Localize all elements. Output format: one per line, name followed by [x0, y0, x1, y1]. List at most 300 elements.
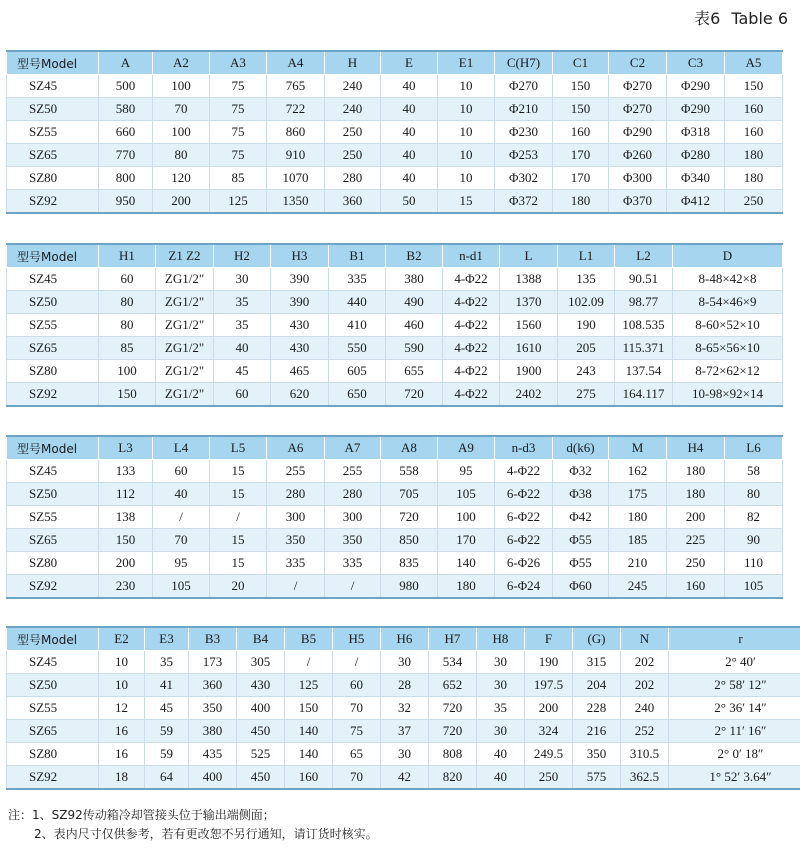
table-cell: 108.535	[615, 314, 673, 337]
table-cell: 160	[725, 98, 783, 121]
table-cell: 15	[210, 529, 267, 552]
table-row	[7, 766, 800, 790]
table-cell: /	[210, 506, 267, 529]
table-cell: 980	[381, 575, 438, 599]
table-cell: 380	[189, 720, 237, 743]
column-header: H4	[667, 436, 725, 460]
table-cell: 135	[558, 268, 615, 291]
dimension-table-2	[6, 243, 783, 407]
table-cell: ZG1/2"	[156, 383, 214, 407]
table-cell: 305	[237, 651, 285, 674]
table-cell: 655	[386, 360, 443, 383]
table-cell: 170	[553, 144, 609, 167]
table-cell: 910	[267, 144, 325, 167]
table-row	[7, 75, 783, 98]
column-header: L5	[210, 436, 267, 460]
table-cell: 164.117	[615, 383, 673, 407]
table-cell: 4-Φ22	[495, 460, 553, 483]
table-cell: 765	[267, 75, 325, 98]
table-cell: Φ55	[553, 552, 609, 575]
table-cell: ZG1/2"	[156, 291, 214, 314]
model-cell: SZ80	[7, 167, 99, 190]
table-cell: 95	[438, 460, 495, 483]
column-header: H8	[477, 627, 525, 651]
table-cell: 133	[99, 460, 153, 483]
model-cell: SZ55	[7, 121, 99, 144]
table-cell: 430	[271, 337, 329, 360]
table-cell: 808	[429, 743, 477, 766]
dimension-table-1	[6, 50, 783, 214]
table-cell: 550	[329, 337, 386, 360]
table-cell: 40	[381, 121, 438, 144]
table-cell: 300	[325, 506, 381, 529]
table-cell: 40	[153, 483, 210, 506]
column-header: B4	[237, 627, 285, 651]
column-header: L1	[558, 244, 615, 268]
column-header: H5	[333, 627, 381, 651]
model-cell: SZ45	[7, 75, 99, 98]
table-cell: 35	[214, 291, 271, 314]
model-cell: SZ80	[7, 360, 99, 383]
table-cell: Φ32	[553, 460, 609, 483]
table-cell: 40	[381, 98, 438, 121]
dimension-table-3	[6, 435, 783, 599]
table-cell: 60	[99, 268, 156, 291]
table-cell: 35	[145, 651, 189, 674]
column-header: Z1 Z2	[156, 244, 214, 268]
table-row	[7, 190, 783, 214]
table-cell: 190	[525, 651, 573, 674]
table-cell: 310.5	[621, 743, 669, 766]
table-cell: 6-Φ22	[495, 506, 553, 529]
table-cell: Φ290	[609, 121, 667, 144]
table-cell: 30	[477, 720, 525, 743]
table-cell: 30	[477, 674, 525, 697]
table-cell: 4-Φ22	[443, 337, 500, 360]
table-cell: 250	[725, 190, 783, 214]
table-cell: 40	[381, 75, 438, 98]
table-cell: 40	[477, 743, 525, 766]
table-cell: 243	[558, 360, 615, 383]
table-row	[7, 529, 783, 552]
table-cell: 200	[525, 697, 573, 720]
model-cell: SZ92	[7, 575, 99, 599]
model-cell: SZ55	[7, 314, 99, 337]
table-cell: 35	[214, 314, 271, 337]
table-cell: 40	[477, 766, 525, 790]
table-cell: 50	[381, 190, 438, 214]
table-cell: 410	[329, 314, 386, 337]
table-cell: 8-65×56×10	[673, 337, 783, 360]
table-cell: 80	[725, 483, 783, 506]
column-header: E1	[438, 51, 495, 75]
table-cell: 70	[153, 98, 210, 121]
model-cell: SZ50	[7, 98, 99, 121]
column-header: A7	[325, 436, 381, 460]
table-cell: /	[153, 506, 210, 529]
table-row	[7, 144, 783, 167]
table-row	[7, 720, 800, 743]
table-cell: 162	[609, 460, 667, 483]
table-cell: /	[267, 575, 325, 599]
table-row	[7, 167, 783, 190]
table-cell: 160	[285, 766, 333, 790]
table-cell: 200	[667, 506, 725, 529]
table-cell: 100	[438, 506, 495, 529]
table-cell: 360	[189, 674, 237, 697]
table-cell: 90.51	[615, 268, 673, 291]
column-header: C2	[609, 51, 667, 75]
column-header: A9	[438, 436, 495, 460]
table-cell: 1070	[267, 167, 325, 190]
table-cell: 450	[237, 766, 285, 790]
table-row	[7, 575, 783, 599]
column-header: E2	[99, 627, 145, 651]
table-row	[7, 506, 783, 529]
table-cell: 400	[237, 697, 285, 720]
table-cell: 430	[271, 314, 329, 337]
footnote-1: 注：1、SZ92传动箱冷却管接头位于输出端侧面；	[8, 808, 275, 822]
table-cell: 85	[99, 337, 156, 360]
table-cell: 80	[99, 291, 156, 314]
table-number: 表6	[694, 9, 721, 28]
table-cell: 860	[267, 121, 325, 144]
table-cell: 6-Φ26	[495, 552, 553, 575]
table-cell: 105	[725, 575, 783, 599]
column-header: L3	[99, 436, 153, 460]
table-cell: 45	[145, 697, 189, 720]
table-cell: 60	[153, 460, 210, 483]
table-cell: 4-Φ22	[443, 291, 500, 314]
column-header: H	[325, 51, 381, 75]
table-cell: 170	[553, 167, 609, 190]
table-cell: 75	[210, 144, 267, 167]
model-cell: SZ65	[7, 720, 99, 743]
column-header: 型号Model	[7, 244, 99, 268]
table-cell: 180	[725, 144, 783, 167]
table-cell: Φ253	[495, 144, 553, 167]
table-cell: 210	[609, 552, 667, 575]
table-cell: 315	[573, 651, 621, 674]
column-header: H6	[381, 627, 429, 651]
table-cell: 400	[189, 766, 237, 790]
table-cell: 350	[189, 697, 237, 720]
table-cell: 37	[381, 720, 429, 743]
table-cell: 1900	[500, 360, 558, 383]
table-cell: 105	[438, 483, 495, 506]
table-cell: 250	[525, 766, 573, 790]
table-cell: 390	[271, 291, 329, 314]
table-cell: 190	[558, 314, 615, 337]
table-cell: 41	[145, 674, 189, 697]
table-cell: 280	[325, 167, 381, 190]
column-header: 型号Model	[7, 627, 99, 651]
table-cell: 30	[381, 743, 429, 766]
table-cell: 240	[325, 75, 381, 98]
table-cell: 10	[438, 98, 495, 121]
table-cell: 15	[438, 190, 495, 214]
column-header: H1	[99, 244, 156, 268]
table-cell: 835	[381, 552, 438, 575]
table-cell: 150	[553, 75, 609, 98]
table-cell: 230	[99, 575, 153, 599]
table-cell: 650	[329, 383, 386, 407]
model-cell: SZ45	[7, 268, 99, 291]
column-header: (G)	[573, 627, 621, 651]
table-cell: 240	[325, 98, 381, 121]
table-header-row	[7, 51, 783, 75]
column-header: n-d1	[443, 244, 500, 268]
table-cell: Φ260	[609, 144, 667, 167]
table-cell: 360	[325, 190, 381, 214]
table-cell: 350	[325, 529, 381, 552]
table-cell: Φ280	[667, 144, 725, 167]
table-cell: 255	[267, 460, 325, 483]
table-cell: 460	[386, 314, 443, 337]
table-header-row	[7, 627, 800, 651]
table-cell: Φ55	[553, 529, 609, 552]
table-cell: 60	[214, 383, 271, 407]
column-header: H2	[214, 244, 271, 268]
table-cell: 652	[429, 674, 477, 697]
table-cell: 150	[99, 383, 156, 407]
column-header: L4	[153, 436, 210, 460]
table-cell: 722	[267, 98, 325, 121]
table-cell: 120	[153, 167, 210, 190]
table-cell: 6-Φ22	[495, 529, 553, 552]
column-header: B3	[189, 627, 237, 651]
table-cell: 15	[210, 483, 267, 506]
column-header: B2	[386, 244, 443, 268]
table-cell: 335	[267, 552, 325, 575]
table-cell: 280	[267, 483, 325, 506]
table-cell: Φ302	[495, 167, 553, 190]
table-cell: 660	[99, 121, 153, 144]
table-cell: 440	[329, 291, 386, 314]
table-cell: 140	[285, 720, 333, 743]
table-cell: 40	[381, 144, 438, 167]
model-cell: SZ92	[7, 190, 99, 214]
table-cell: 30	[477, 651, 525, 674]
table-cell: 80	[99, 314, 156, 337]
table-cell: 2° 36′ 14″	[669, 697, 800, 720]
table-cell: 75	[210, 98, 267, 121]
table-cell: Φ290	[667, 75, 725, 98]
model-cell: SZ92	[7, 383, 99, 407]
table-cell: 90	[725, 529, 783, 552]
column-header: E	[381, 51, 438, 75]
table-cell: 850	[381, 529, 438, 552]
column-header: A6	[267, 436, 325, 460]
table-cell: 32	[381, 697, 429, 720]
table-cell: Φ318	[667, 121, 725, 144]
table-cell: 4-Φ22	[443, 383, 500, 407]
column-header: n-d3	[495, 436, 553, 460]
dimension-table-4	[6, 626, 800, 790]
table-row	[7, 98, 783, 121]
table-cell: 180	[553, 190, 609, 214]
table-cell: 80	[153, 144, 210, 167]
table-row	[7, 360, 783, 383]
table-cell: 4-Φ22	[443, 360, 500, 383]
table-cell: 160	[553, 121, 609, 144]
table-cell: 30	[214, 268, 271, 291]
table-cell: Φ372	[495, 190, 553, 214]
table-cell: 150	[553, 98, 609, 121]
table-cell: 35	[477, 697, 525, 720]
column-header: L2	[615, 244, 673, 268]
table-cell: ZG1/2"	[156, 360, 214, 383]
table-cell: 204	[573, 674, 621, 697]
table-cell: 70	[333, 766, 381, 790]
table-cell: /	[285, 651, 333, 674]
table-row	[7, 651, 800, 674]
table-cell: 42	[381, 766, 429, 790]
table-cell: 705	[381, 483, 438, 506]
table-cell: 770	[99, 144, 153, 167]
table-cell: 228	[573, 697, 621, 720]
table-cell: 8-72×62×12	[673, 360, 783, 383]
table-cell: 180	[438, 575, 495, 599]
table-cell: 100	[99, 360, 156, 383]
table-cell: 580	[99, 98, 153, 121]
table-cell: Φ230	[495, 121, 553, 144]
table-cell: 110	[725, 552, 783, 575]
model-cell: SZ45	[7, 651, 99, 674]
table-cell: 6-Φ22	[495, 483, 553, 506]
table-cell: 335	[325, 552, 381, 575]
table-cell: /	[333, 651, 381, 674]
column-header: B1	[329, 244, 386, 268]
table-cell: 175	[609, 483, 667, 506]
column-header: 型号Model	[7, 436, 99, 460]
table-row	[7, 291, 783, 314]
table-cell: 605	[329, 360, 386, 383]
table-cell: 2° 11′ 16″	[669, 720, 800, 743]
table-cell: 185	[609, 529, 667, 552]
table-cell: 98.77	[615, 291, 673, 314]
column-header: E3	[145, 627, 189, 651]
table-cell: 170	[438, 529, 495, 552]
column-header: F	[525, 627, 573, 651]
table-cell: 180	[725, 167, 783, 190]
table-row	[7, 268, 783, 291]
model-cell: SZ80	[7, 743, 99, 766]
table-row	[7, 121, 783, 144]
table-cell: 430	[237, 674, 285, 697]
table-cell: 75	[210, 121, 267, 144]
column-header: 型号Model	[7, 51, 99, 75]
table-cell: 275	[558, 383, 615, 407]
table-cell: ZG1/2"	[156, 314, 214, 337]
table-cell: 1560	[500, 314, 558, 337]
column-header: D	[673, 244, 783, 268]
table-cell: 534	[429, 651, 477, 674]
column-header: M	[609, 436, 667, 460]
table-cell: 160	[667, 575, 725, 599]
table-cell: 18	[99, 766, 145, 790]
table-cell: 115.371	[615, 337, 673, 360]
table-cell: 2° 58′ 12″	[669, 674, 800, 697]
footnotes	[8, 806, 378, 844]
table-cell: 10	[99, 674, 145, 697]
table-cell: 150	[285, 697, 333, 720]
table-row	[7, 337, 783, 360]
table-cell: 58	[725, 460, 783, 483]
page-title	[688, 6, 788, 29]
table-cell: 1° 52′ 3.64″	[669, 766, 800, 790]
table-cell: Φ300	[609, 167, 667, 190]
table-row	[7, 697, 800, 720]
table-cell: Φ370	[609, 190, 667, 214]
table-cell: 70	[333, 697, 381, 720]
table-cell: 200	[153, 190, 210, 214]
table-header-row	[7, 436, 783, 460]
table-cell: 820	[429, 766, 477, 790]
table-cell: 250	[325, 144, 381, 167]
table-cell: 100	[153, 121, 210, 144]
table-cell: 30	[381, 651, 429, 674]
table-cell: 720	[386, 383, 443, 407]
table-cell: 225	[667, 529, 725, 552]
table-cell: Φ290	[667, 98, 725, 121]
table-cell: 205	[558, 337, 615, 360]
table-cell: 390	[271, 268, 329, 291]
table-cell: 620	[271, 383, 329, 407]
table-cell: 350	[573, 743, 621, 766]
table-cell: 15	[210, 552, 267, 575]
column-header: C1	[553, 51, 609, 75]
table-cell: 362.5	[621, 766, 669, 790]
table-cell: 125	[285, 674, 333, 697]
table-cell: 1610	[500, 337, 558, 360]
table-cell: 250	[325, 121, 381, 144]
table-cell: 6-Φ24	[495, 575, 553, 599]
table-cell: 335	[329, 268, 386, 291]
table-cell: 4-Φ22	[443, 314, 500, 337]
table-cell: Φ38	[553, 483, 609, 506]
table-cell: ZG1/2"	[156, 337, 214, 360]
table-cell: 252	[621, 720, 669, 743]
table-cell: 28	[381, 674, 429, 697]
table-cell: 10	[438, 167, 495, 190]
table-cell: 180	[667, 460, 725, 483]
table-cell: 4-Φ22	[443, 268, 500, 291]
table-row	[7, 674, 800, 697]
table-cell: 465	[271, 360, 329, 383]
table-cell: 140	[285, 743, 333, 766]
table-cell: 59	[145, 743, 189, 766]
model-cell: SZ92	[7, 766, 99, 790]
table-cell: Φ340	[667, 167, 725, 190]
table-cell: Φ42	[553, 506, 609, 529]
table-cell: 100	[153, 75, 210, 98]
table-cell: 280	[325, 483, 381, 506]
table-cell: 8-48×42×8	[673, 268, 783, 291]
table-cell: 125	[210, 190, 267, 214]
table-row	[7, 314, 783, 337]
model-cell: SZ65	[7, 144, 99, 167]
table-cell: 245	[609, 575, 667, 599]
table-cell: 590	[386, 337, 443, 360]
column-header: C(H7)	[495, 51, 553, 75]
table-cell: 8-60×52×10	[673, 314, 783, 337]
table-cell: 1370	[500, 291, 558, 314]
table-cell: 8-54×46×9	[673, 291, 783, 314]
table-cell: 16	[99, 720, 145, 743]
table-cell: 249.5	[525, 743, 573, 766]
column-header: C3	[667, 51, 725, 75]
